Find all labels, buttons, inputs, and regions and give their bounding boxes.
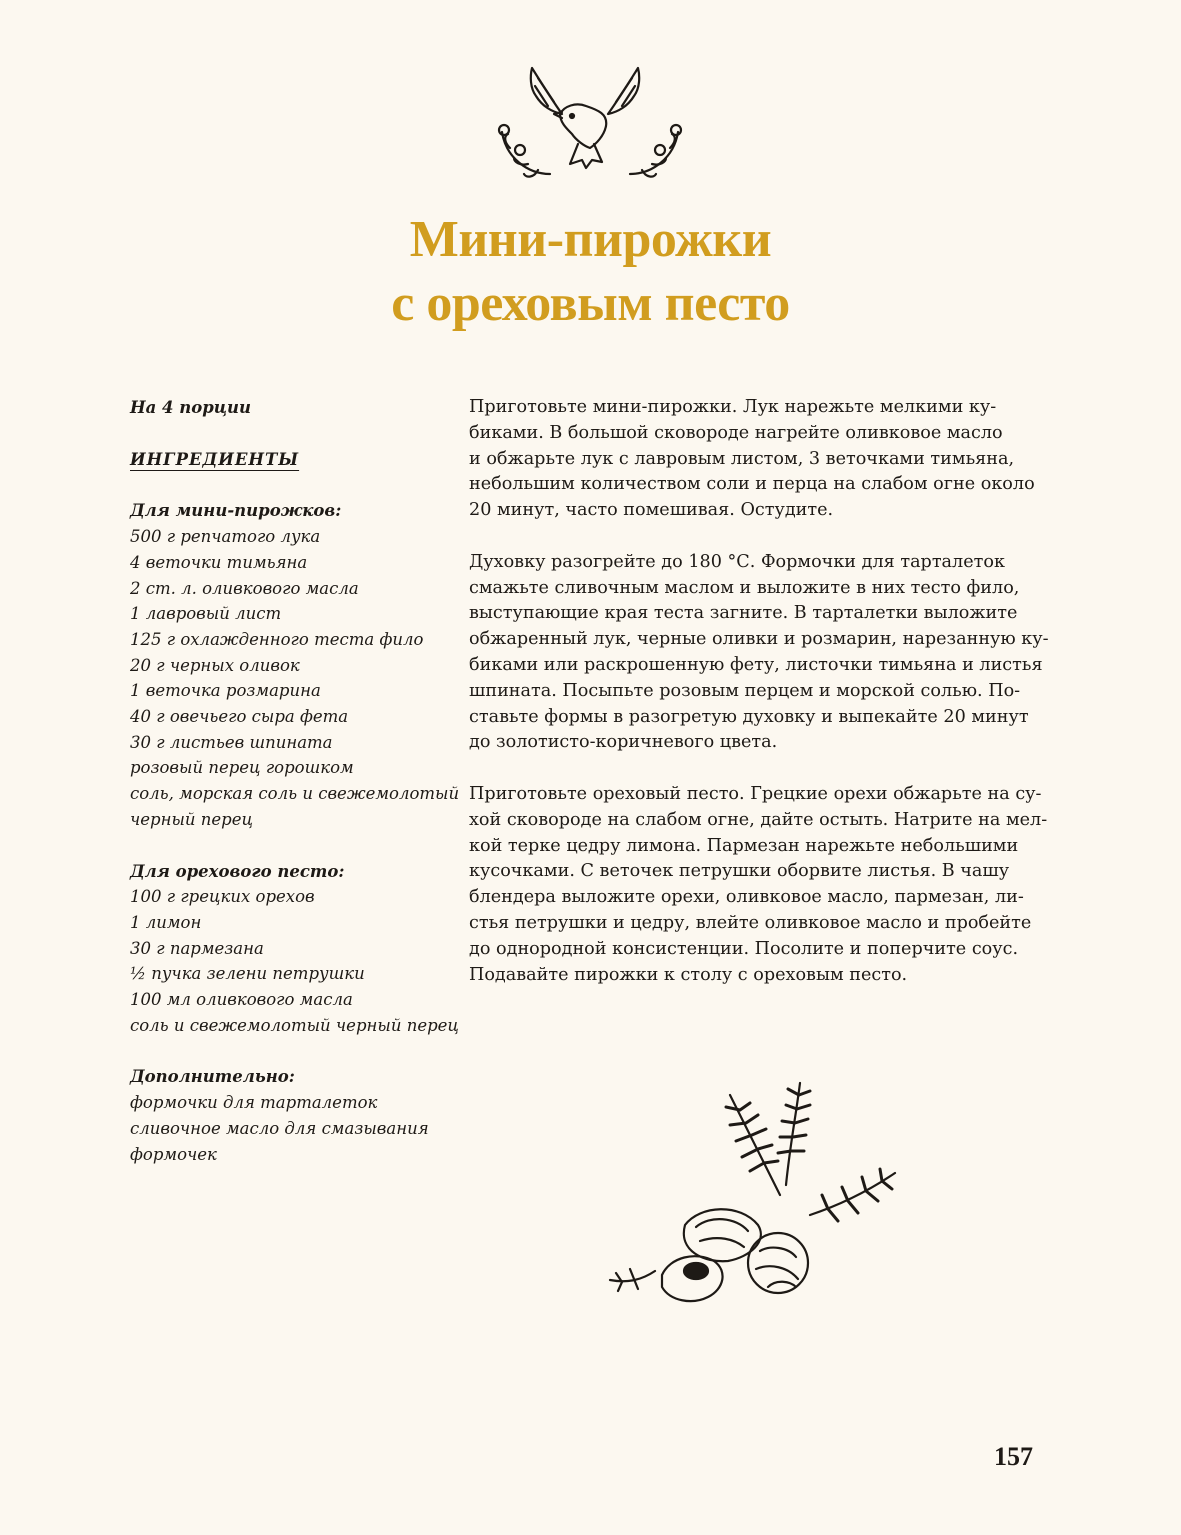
instruction-paragraph xyxy=(469,550,1059,756)
text-line: обжаренный лук, черные оливки и розмарин, нарезанную ку- xyxy=(469,629,1049,650)
ingredient-line: розовый перец горошком xyxy=(130,758,354,778)
ingredient-line: сливочное масло для смазывания xyxy=(130,1118,429,1138)
ingredient-line: 20 г черных оливок xyxy=(130,655,300,675)
text-line: до золотисто-коричневого цвета. xyxy=(469,732,778,753)
text-line: стья петрушки и цедру, влейте оливковое масло и пробейте xyxy=(469,912,1032,933)
group-heading: Для мини-пирожков: xyxy=(130,501,342,521)
ingredient-line: 100 мл оливкового масла xyxy=(130,990,353,1010)
ingredient-line: 2 ст. л. оливкового масла xyxy=(130,578,359,598)
text-line: Подавайте пирожки к столу с ореховым песто. xyxy=(469,964,908,985)
ingredient-line: формочки для тарталеток xyxy=(130,1093,378,1113)
herbs-walnuts-icon xyxy=(600,1075,910,1315)
text-line: блендера выложите орехи, оливковое масло, пармезан, ли- xyxy=(469,887,1024,908)
ingredient-line: черный перец xyxy=(130,809,254,829)
dove-laurel-icon xyxy=(490,62,690,192)
text-line: Приготовьте ореховый песто. Грецкие орехи обжарьте на су- xyxy=(469,783,1042,804)
title-line: с ореховым песто xyxy=(391,275,790,332)
ingredient-line: 100 г грецких орехов xyxy=(130,887,315,907)
ingredient-line: соль, морская соль и свежемолотый xyxy=(130,784,460,804)
ingredient-line: ½ пучка зелени петрушки xyxy=(130,964,365,984)
instruction-paragraph xyxy=(469,782,1059,988)
ingredients-column xyxy=(130,395,460,1167)
ingredient-line: 4 веточки тимьяна xyxy=(130,552,308,572)
ingredient-line: 1 лавровый лист xyxy=(130,604,282,624)
group-heading: Для орехового песто: xyxy=(130,861,345,881)
ingredient-line: 1 веточка розмарина xyxy=(130,681,321,701)
servings: На 4 порции xyxy=(130,398,252,417)
instructions-column xyxy=(469,395,1059,1014)
recipe-title xyxy=(0,208,1181,336)
text-line: биками. В большой сковороде нагрейте оливковое масло xyxy=(469,422,1003,443)
text-line: Духовку разогрейте до 180 °С. Формочки для тарталеток xyxy=(469,551,1005,572)
page-number: 157 xyxy=(994,1442,1033,1471)
text-line: небольшим количеством соли и перца на слабом огне около xyxy=(469,474,1035,495)
text-line: ставьте формы в разогретую духовку и выпекайте 20 минут xyxy=(469,706,1029,727)
text-line: Приготовьте мини-пирожки. Лук нарежьте мелкими ку- xyxy=(469,397,997,417)
ingredient-line: 1 лимон xyxy=(130,912,202,932)
instruction-paragraph xyxy=(469,395,1059,524)
text-line: 20 минут, часто помешивая. Остудите. xyxy=(469,500,834,521)
text-line: хой сковороде на слабом огне, дайте остыть. Натрите на мел- xyxy=(469,809,1048,830)
ingredient-line: 500 г репчатого лука xyxy=(130,527,321,547)
ingredient-line: 30 г листьев шпината xyxy=(130,732,333,752)
ingredient-line: соль и свежемолотый черный перец xyxy=(130,1015,459,1035)
text-line: смажьте сливочным маслом и выложите в них тесто фило, xyxy=(469,577,1020,598)
text-line: выступающие края теста загните. В тарталетки выложите xyxy=(469,603,1018,624)
ingredient-line: 40 г овечьего сыра фета xyxy=(130,707,349,727)
ingredient-line: 30 г пармезана xyxy=(130,938,264,958)
text-line: и обжарьте лук с лавровым листом, 3 веточками тимьяна, xyxy=(469,448,1015,469)
group-heading: Дополнительно: xyxy=(130,1067,295,1087)
text-line: кусочками. С веточек петрушки оборвите листья. В чашу xyxy=(469,861,1010,882)
text-line: биками или раскрошенную фету, листочки тимьяна и листья xyxy=(469,654,1043,675)
text-line: до однородной консистенции. Посолите и поперчите соус. xyxy=(469,938,1019,959)
text-line: шпината. Посыпьте розовым перцем и морской солью. По- xyxy=(469,680,1021,701)
ingredient-line: формочек xyxy=(130,1144,217,1164)
ingredients-heading: ИНГРЕДИЕНТЫ xyxy=(130,449,300,469)
ingredient-line: 125 г охлажденного теста фило xyxy=(130,629,424,649)
title-line: Мини-пирожки xyxy=(409,211,772,268)
text-line: кой терке цедру лимона. Пармезан нарежьте небольшими xyxy=(469,835,1019,856)
